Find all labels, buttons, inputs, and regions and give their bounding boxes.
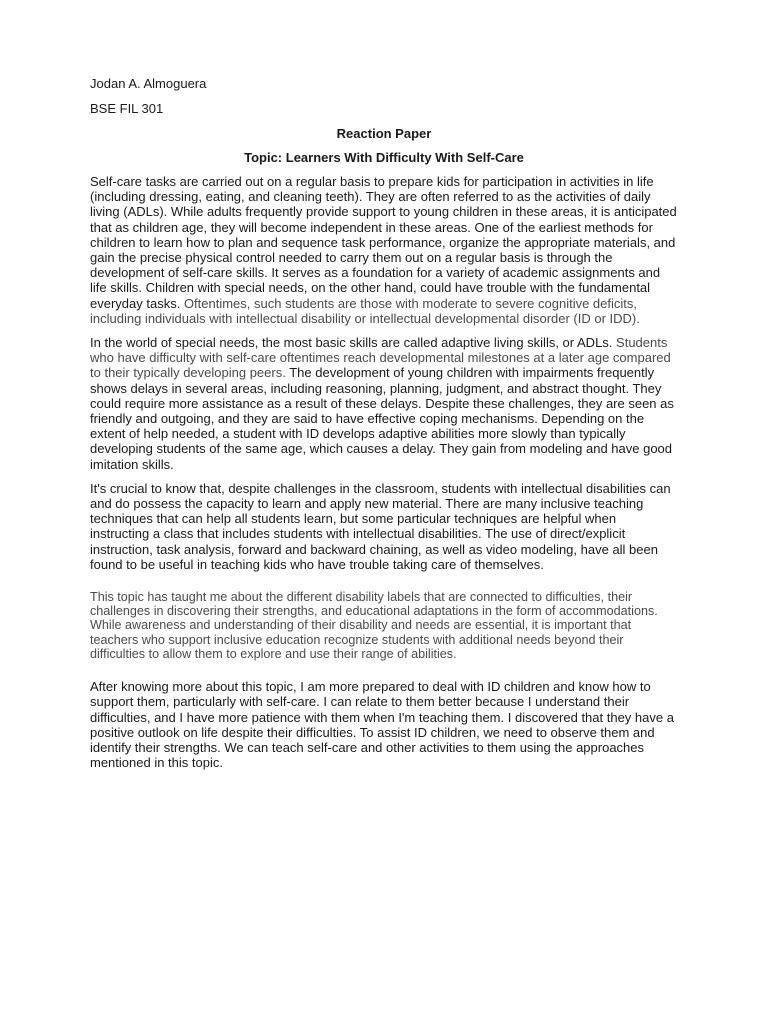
- paragraph-3-main: It's crucial to know that, despite challenges in the classroom, students with intellectual disabilities can and do possess the capacity to learn and apply new material. There are many inclusive teaching techniques that can help all students learn, but some particular techniques are helpful when instructing a class that includes students with intellectual disabilities. The use of direct/explicit instruction, task analysis, forward and backward chaining, as well as video modeling, have all been found to be useful in teaching kids who have trouble taking care of themselves.: [90, 480, 671, 572]
- paragraph-2-main: The development of young children with impairments frequently shows delays in several areas, including reasoning, planning, judgment, and abstract thought. They could require more assistance as a result of these delays. Despite these challenges, they are seen as friendly and outgoing, and they are said to have effective coping mechanisms. Depending on the extent of help needed, a student with ID develops adaptive abilities more slowly than typically developing students of the same age, which causes a delay. They gain from modeling and have good imitation skills.: [90, 365, 674, 472]
- paper-title: Reaction Paper: [336, 126, 432, 141]
- paragraph-2-muted: Students who have difficulty with self-care oftentimes reach developmental milestones at a later age compared to their typically developing peers.: [90, 335, 671, 381]
- paragraph-2: [90, 335, 678, 472]
- paragraph-4: [90, 590, 678, 661]
- paragraph-1: [90, 174, 678, 326]
- paragraph-1-main: Self-care tasks are carried out on a regular basis to prepare kids for participation in activities in life (including dressing, eating, and cleaning teeth). They are often referred to as the activities of daily living (ADLs). While adults frequently provide support to young children in these areas, it is anticipated that as children age, they will become independent in these areas. One of the earliest methods for children to learn how to plan and sequence task performance, organize the appropriate materials, and gain the precise physical control needed to carry them out on a regular basis is through the development of self-care skills. It serves as a foundation for a variety of academic assignments and life skills. Children with special needs, on the other hand, could have trouble with the fundamental everyday tasks.: [90, 174, 677, 311]
- course-code: BSE FIL 301: [90, 101, 164, 116]
- paragraph-4-muted: This topic has taught me about the different disability labels that are connected to difficulties, their challenges in discovering their strengths, and educational adaptations in the form of accommodations. While awareness and understanding of their disability and needs are essential, it is important that teachers who support inclusive education recognize students with additional needs beyond their difficulties to allow them to explore and use their range of abilities.: [90, 590, 658, 661]
- paragraph-5-main: After knowing more about this topic, I am more prepared to deal with ID children and know how to support them, particularly with self-care. I can relate to them better because I understand their difficulties, and I have more patience with them when I'm teaching them. I discovered that they have a positive outlook on life despite their difficulties. To assist ID children, we need to observe them and identify their strengths. We can teach self-care and other activities to them using the approaches mentioned in this topic.: [90, 679, 674, 771]
- paragraph-3: [90, 481, 678, 572]
- author-name: Jodan A. Almoguera: [90, 76, 207, 91]
- paragraph-1-muted: Oftentimes, such students are those with moderate to severe cognitive deficits, including individuals with intellectual disability or intellectual developmental disorder (ID or IDD).: [90, 295, 640, 326]
- paper-topic: Topic: Learners With Difficulty With Self-Care: [244, 150, 524, 165]
- document-page: [90, 76, 678, 779]
- paragraph-5: [90, 679, 678, 770]
- paragraph-2-lead: In the world of special needs, the most basic skills are called adaptive living skills, or ADLs.: [90, 335, 617, 351]
